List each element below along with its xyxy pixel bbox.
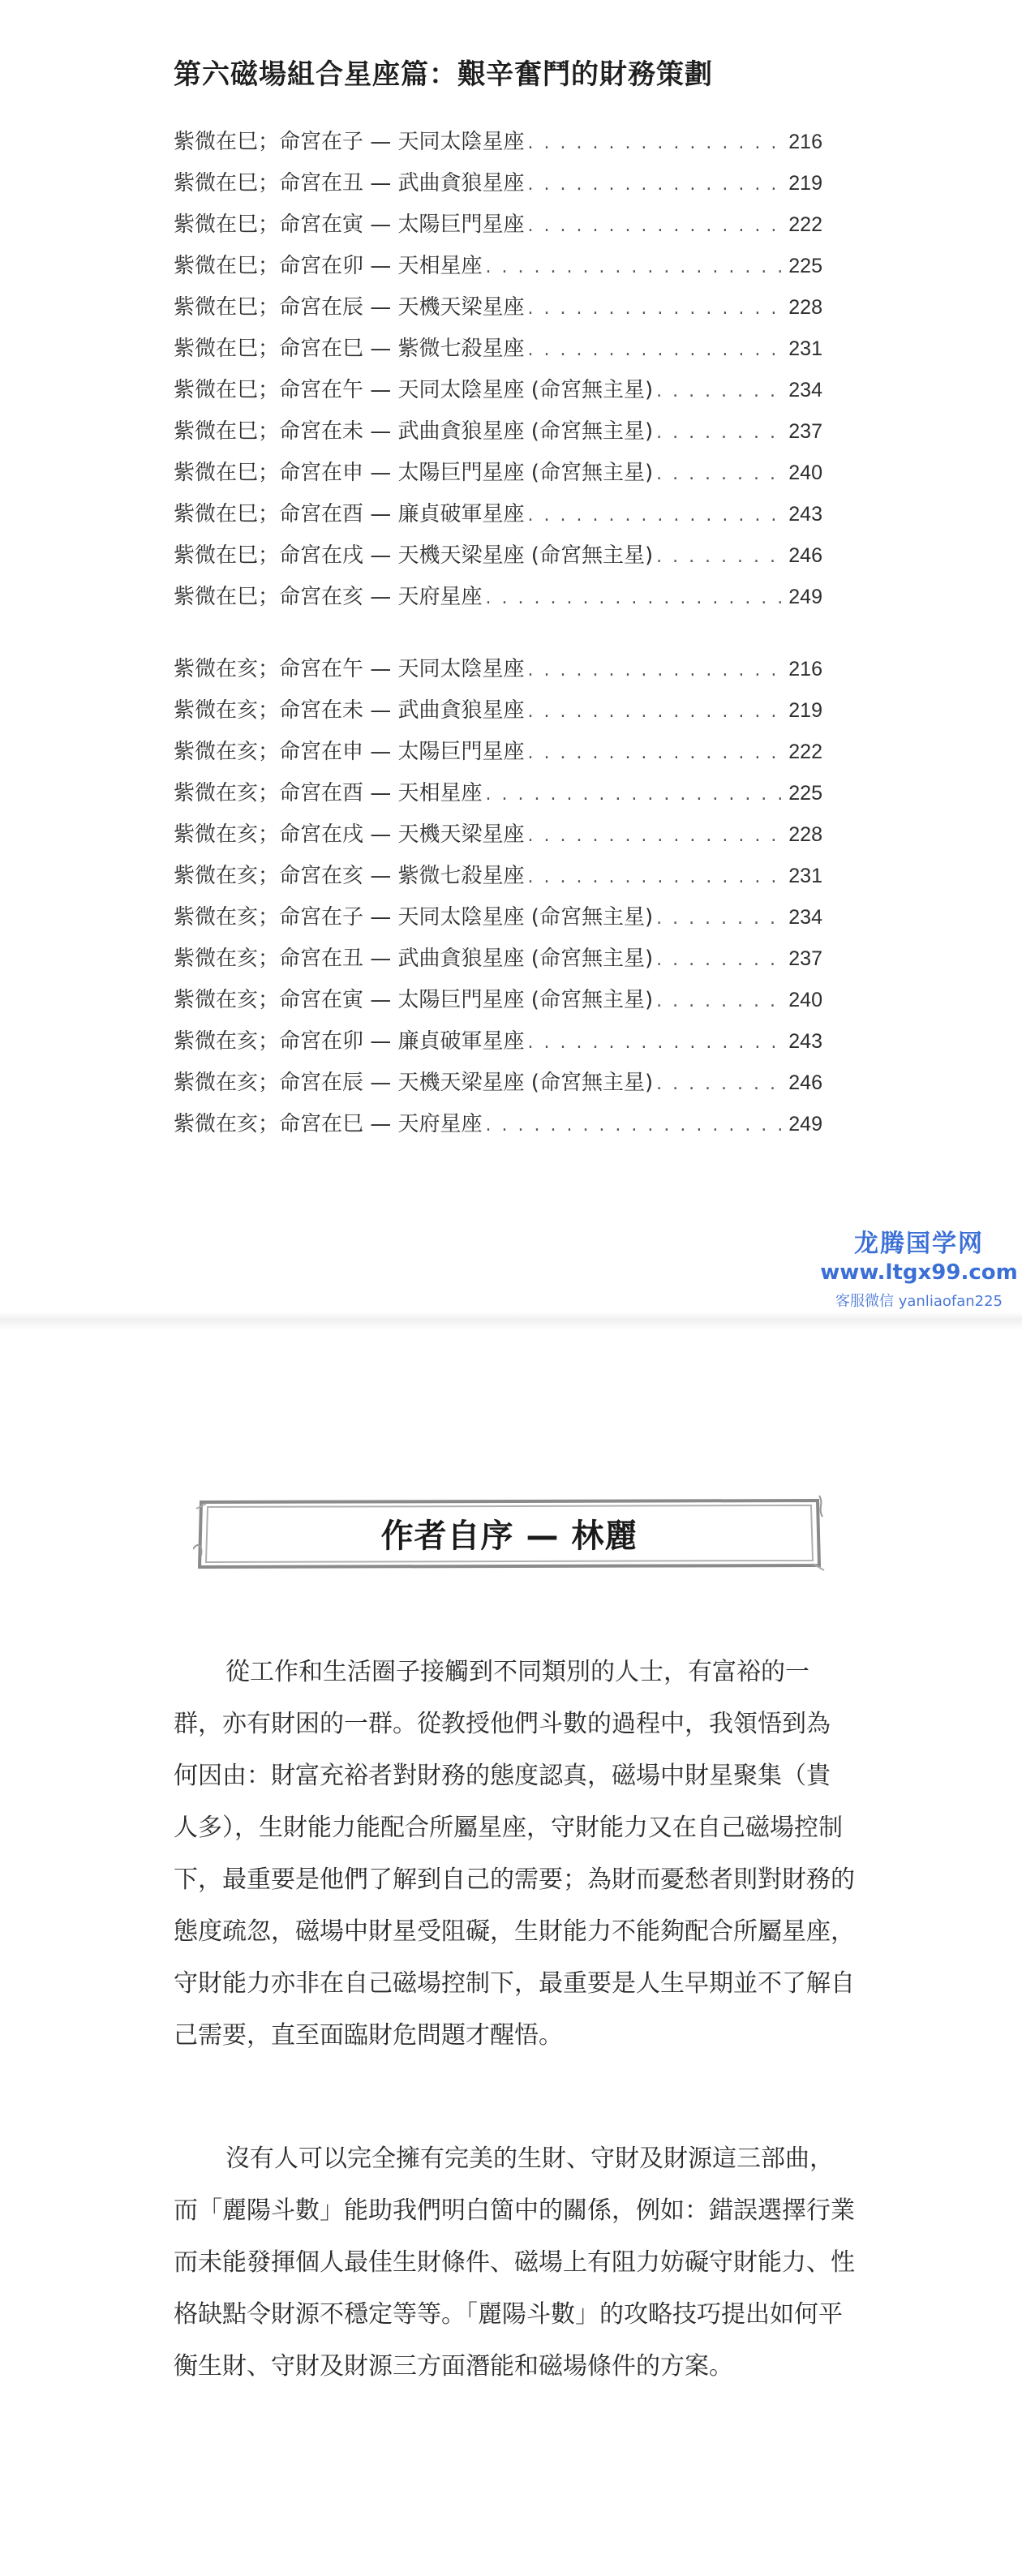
toc-row — [174, 290, 822, 332]
toc-dot-leader — [528, 298, 786, 319]
toc-row — [174, 983, 822, 1024]
paragraph-line: 從工作和生活圈子接觸到不同類別的人士，有富裕的一 — [225, 1658, 809, 1686]
toc-entry: 紫微在巳；命宮在卯 — 天相星座 — [174, 254, 483, 278]
toc-dot-leader — [486, 588, 786, 608]
toc-entry: 紫微在亥；命宮在亥 — 紫微七殺星座 — [174, 864, 525, 888]
toc-row — [174, 332, 822, 373]
toc-row — [174, 900, 822, 942]
toc-dot-leader — [528, 1033, 786, 1053]
toc-entry: 紫微在亥；命宮在午 — 天同太陰星座 — [174, 657, 525, 681]
toc-row — [174, 776, 822, 818]
toc-entry: 紫微在亥；命宮在申 — 太陽巨門星座 — [174, 740, 525, 764]
toc-page-number: 246 — [788, 1071, 822, 1094]
toc-dot-leader — [656, 423, 785, 443]
toc-page-number: 222 — [788, 213, 822, 236]
toc-entry: 紫微在巳；命宮在子 — 天同太陰星座 — [174, 130, 525, 154]
toc-entry: 紫微在亥；命宮在丑 — 武曲貪狼星座 (命宮無主星) — [174, 947, 654, 971]
toc-entry: 紫微在巳；命宮在午 — 天同太陰星座 (命宮無主星) — [174, 378, 654, 402]
toc-page-number: 234 — [788, 906, 822, 929]
toc-row — [174, 456, 822, 497]
toc-page-number: 228 — [788, 823, 822, 846]
paragraph-line: 己需要，直至面臨財危問題才醒悟。 — [174, 2021, 563, 2050]
toc-row — [174, 414, 822, 456]
toc-dot-leader — [528, 174, 786, 195]
toc-dot-leader — [656, 1074, 785, 1094]
toc-dot-leader — [528, 340, 786, 360]
toc-row — [174, 693, 822, 735]
watermark-title: 龙腾国学网 — [854, 1230, 984, 1258]
paragraph-line: 格缺點令財源不穩定等等。「麗陽斗數」的攻略技巧提出如何平 — [174, 2300, 843, 2329]
paragraph-line: 守財能力亦非在自己磁場控制下，最重要是人生早期並不了解自 — [174, 1969, 855, 1998]
toc-dot-leader — [656, 381, 785, 401]
toc-entry: 紫微在巳；命宮在辰 — 天機天梁星座 — [174, 295, 525, 320]
toc-row — [174, 859, 822, 900]
page-divider — [0, 1312, 1022, 1330]
toc-dot-leader — [486, 784, 786, 805]
section-title: 第六磁場組合星座篇：艱辛奮鬥的財務策劃 — [174, 58, 713, 91]
toc-row — [174, 249, 822, 290]
toc-dot-leader — [656, 950, 785, 970]
toc-page-number: 246 — [788, 544, 822, 567]
toc-dot-leader — [486, 257, 786, 277]
toc-dot-leader — [486, 1115, 786, 1136]
toc-entry: 紫微在巳；命宮在寅 — 太陽巨門星座 — [174, 213, 525, 237]
paragraph-line: 群，亦有財困的一群。從教授他們斗數的過程中，我領悟到為 — [174, 1710, 831, 1738]
toc-entry: 紫微在巳；命宮在申 — 太陽巨門星座 (命宮無主星) — [174, 461, 654, 485]
toc-entry: 紫微在巳；命宮在酉 — 廉貞破軍星座 — [174, 502, 525, 526]
toc-row — [174, 539, 822, 580]
toc-page-number: 231 — [788, 865, 822, 887]
toc-page-number: 234 — [788, 379, 822, 401]
toc-page-number: 222 — [788, 741, 822, 763]
toc-row — [174, 735, 822, 776]
toc-dot-leader — [656, 908, 785, 929]
toc-entry: 紫微在亥；命宮在卯 — 廉貞破軍星座 — [174, 1029, 525, 1054]
paragraph-line: 而「麗陽斗數」能助我們明白箇中的關係，例如：錯誤選擇行業 — [174, 2196, 855, 2225]
toc-entry: 紫微在亥；命宮在子 — 天同太陰星座 (命宮無主星) — [174, 905, 654, 930]
toc-dot-leader — [528, 826, 786, 846]
toc-page-number: 243 — [788, 503, 822, 526]
toc-page-number: 240 — [788, 462, 822, 484]
toc-entry: 紫微在亥；命宮在辰 — 天機天梁星座 (命宮無主星) — [174, 1071, 654, 1095]
paragraph-line: 何因由：財富充裕者對財務的態度認真，磁場中財星聚集（貴 — [174, 1762, 831, 1790]
toc-page-number: 249 — [788, 1113, 822, 1136]
preface-page — [0, 1330, 1022, 2576]
toc-page-number: 228 — [788, 296, 822, 319]
toc-row — [174, 166, 822, 208]
toc-row — [174, 208, 822, 249]
toc-page-number: 225 — [788, 255, 822, 277]
toc-page-number: 231 — [788, 337, 822, 360]
toc-dot-leader — [528, 505, 786, 526]
toc-entry: 紫微在亥；命宮在酉 — 天相星座 — [174, 781, 483, 805]
toc-dot-leader — [528, 743, 786, 763]
toc-dot-leader — [528, 660, 786, 680]
heading-frame — [193, 1492, 826, 1574]
toc-row — [174, 942, 822, 983]
paragraph-line: 下，最重要是他們了解到自己的需要；為財而憂愁者則對財務的 — [174, 1865, 855, 1894]
toc-entry: 紫微在巳；命宮在丑 — 武曲貪狼星座 — [174, 171, 525, 195]
paragraph-line: 衡生財、守財及財源三方面潛能和磁場條件的方案。 — [174, 2352, 733, 2381]
paragraph-line: 態度疏忽，磁場中財星受阻礙，生財能力不能夠配合所屬星座， — [174, 1917, 855, 1946]
toc-page-number: 237 — [788, 947, 822, 970]
toc-entry: 紫微在亥；命宮在寅 — 太陽巨門星座 (命宮無主星) — [174, 988, 654, 1012]
toc-row — [174, 373, 822, 414]
paragraph-line: 人多），生財能力能配合所屬星座，守財能力又在自己磁場控制 — [174, 1814, 843, 1842]
toc-page-number: 216 — [788, 131, 822, 153]
toc-entry: 紫微在巳；命宮在巳 — 紫微七殺星座 — [174, 337, 525, 361]
toc-row — [174, 818, 822, 859]
toc-row — [174, 125, 822, 166]
toc-page-number: 219 — [788, 699, 822, 722]
toc-page-number: 225 — [788, 782, 822, 805]
toc-entry: 紫微在亥；命宮在巳 — 天府星座 — [174, 1112, 483, 1136]
toc-dot-leader — [528, 216, 786, 236]
toc-row — [174, 652, 822, 693]
toc-page-number: 240 — [788, 989, 822, 1011]
toc-page-number: 249 — [788, 586, 822, 608]
toc-row — [174, 1066, 822, 1107]
toc-entry: 紫微在巳；命宮在未 — 武曲貪狼星座 (命宮無主星) — [174, 419, 654, 444]
toc-dot-leader — [528, 133, 786, 153]
preface-paragraph-1 — [174, 1646, 855, 2062]
paragraph-line: 沒有人可以完全擁有完美的生財、守財及財源這三部曲， — [225, 2145, 834, 2173]
watermark-contact: 客服微信 yanliaofan225 — [835, 1293, 1003, 1310]
toc-group-zi-wei-in-si — [174, 125, 822, 621]
toc-group-zi-wei-in-hai — [174, 652, 822, 1148]
toc-entry: 紫微在巳；命宮在亥 — 天府星座 — [174, 585, 483, 609]
toc-dot-leader — [656, 547, 785, 567]
toc-dot-leader — [528, 702, 786, 722]
toc-dot-leader — [528, 867, 786, 887]
toc-page-number: 237 — [788, 420, 822, 443]
toc-dot-leader — [656, 991, 785, 1011]
toc-dot-leader — [656, 464, 785, 484]
paragraph-line: 而未能發揮個人最佳生財條件、磁場上有阻力妨礙守財能力、性 — [174, 2248, 855, 2277]
watermark — [818, 1223, 1020, 1311]
toc-row — [174, 1024, 822, 1066]
toc-entry: 紫微在亥；命宮在未 — 武曲貪狼星座 — [174, 698, 525, 723]
toc-entry: 紫微在亥；命宮在戌 — 天機天梁星座 — [174, 822, 525, 847]
preface-heading: 作者自序 — 林麗 — [380, 1517, 638, 1555]
toc-row — [174, 1107, 822, 1148]
toc-page-number: 216 — [788, 658, 822, 680]
toc-row — [174, 580, 822, 621]
watermark-url: www.ltgx99.com — [820, 1260, 1018, 1285]
toc-row — [174, 497, 822, 539]
toc-entry: 紫微在巳；命宮在戌 — 天機天梁星座 (命宮無主星) — [174, 543, 654, 568]
toc-page-number: 219 — [788, 172, 822, 195]
toc-page-number: 243 — [788, 1030, 822, 1053]
preface-paragraph-2 — [174, 2133, 855, 2393]
